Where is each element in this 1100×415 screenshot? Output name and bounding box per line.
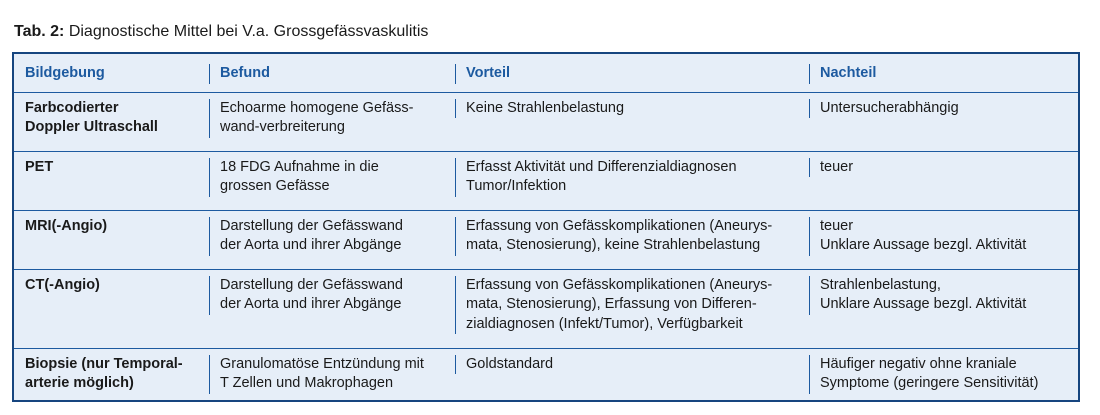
caption-text: Diagnostische Mittel bei V.a. Grossgefässvaskulitis bbox=[64, 23, 429, 40]
cell-nachteil bbox=[809, 92, 1078, 151]
header-nachteil: Nachteil bbox=[809, 54, 1078, 92]
cell-nachteil bbox=[809, 269, 1078, 348]
cell-line: Tumor/Infektion bbox=[466, 178, 567, 194]
cell-line: Häufiger negativ ohne kraniale bbox=[820, 355, 1017, 372]
diagnostics-table-box bbox=[12, 52, 1080, 402]
diagnostics-table bbox=[14, 54, 1078, 407]
cell-line: Doppler Ultraschall bbox=[25, 119, 158, 135]
cell-line: der Aorta und ihrer Abgänge bbox=[220, 296, 402, 312]
cell-line: Untersucherabhängig bbox=[820, 99, 959, 116]
cell-line: Erfassung von Gefässkomplikationen (Aneurys- bbox=[466, 217, 773, 234]
cell-befund bbox=[209, 348, 455, 407]
cell-line: grossen Gefässe bbox=[220, 178, 330, 194]
cell-nachteil bbox=[809, 348, 1078, 407]
cell-vorteil bbox=[455, 269, 809, 348]
cell-line: Strahlenbelastung, bbox=[820, 276, 941, 293]
cell-line: arterie möglich) bbox=[25, 375, 134, 391]
cell-line: T Zellen und Makrophagen bbox=[220, 375, 394, 391]
cell-bildgebung bbox=[14, 269, 209, 348]
cell-befund bbox=[209, 210, 455, 269]
cell-line: Erfassung von Gefässkomplikationen (Aneurys- bbox=[466, 276, 773, 293]
cell-bildgebung bbox=[14, 151, 209, 210]
cell-vorteil bbox=[455, 210, 809, 269]
cell-line: 18 FDG Aufnahme in die bbox=[220, 158, 379, 175]
cell-bildgebung bbox=[14, 92, 209, 151]
table-row bbox=[14, 92, 1078, 151]
cell-line: Symptome (geringere Sensitivität) bbox=[820, 375, 1039, 391]
cell-line: Darstellung der Gefässwand bbox=[220, 276, 403, 293]
cell-befund bbox=[209, 269, 455, 348]
cell-line: wand-verbreiterung bbox=[220, 119, 345, 135]
cell-line: mata, Stenosierung), keine Strahlenbelastung bbox=[466, 237, 761, 253]
table-row bbox=[14, 151, 1078, 210]
cell-line: MRI(-Angio) bbox=[25, 217, 108, 234]
cell-line: Biopsie (nur Temporal- bbox=[25, 355, 183, 372]
cell-nachteil bbox=[809, 210, 1078, 269]
cell-line: zialdiagnosen (Infekt/Tumor), Verfügbarkeit bbox=[466, 315, 743, 332]
cell-line: der Aorta und ihrer Abgänge bbox=[220, 237, 402, 253]
cell-befund bbox=[209, 92, 455, 151]
table-row bbox=[14, 210, 1078, 269]
cell-line: Goldstandard bbox=[466, 355, 554, 372]
cell-line: Darstellung der Gefässwand bbox=[220, 217, 403, 234]
cell-line: PET bbox=[25, 158, 54, 175]
header-vorteil: Vorteil bbox=[455, 54, 809, 92]
cell-vorteil bbox=[455, 348, 809, 407]
cell-line: Keine Strahlenbelastung bbox=[466, 99, 625, 116]
cell-line: Granulomatöse Entzündung mit bbox=[220, 355, 424, 372]
cell-line: mata, Stenosierung), Erfassung von Differen- bbox=[466, 296, 757, 312]
cell-line: Farbcodierter bbox=[25, 99, 119, 116]
table-row bbox=[14, 269, 1078, 348]
table-row bbox=[14, 348, 1078, 407]
cell-line: Echoarme homogene Gefäss- bbox=[220, 99, 414, 116]
cell-line: CT(-Angio) bbox=[25, 276, 100, 293]
cell-line: teuer bbox=[820, 217, 854, 234]
cell-line: teuer bbox=[820, 158, 854, 175]
cell-befund bbox=[209, 151, 455, 210]
cell-nachteil bbox=[809, 151, 1078, 210]
cell-vorteil bbox=[455, 151, 809, 210]
header-befund: Befund bbox=[209, 54, 455, 92]
cell-line: Erfasst Aktivität und Differenzialdiagnosen bbox=[466, 158, 737, 175]
cell-bildgebung bbox=[14, 210, 209, 269]
cell-line: Unklare Aussage bezgl. Aktivität bbox=[820, 296, 1027, 312]
table-header-row bbox=[14, 54, 1078, 92]
cell-vorteil bbox=[455, 92, 809, 151]
caption-label: Tab. 2: bbox=[14, 23, 65, 40]
table-caption bbox=[14, 22, 428, 42]
cell-bildgebung bbox=[14, 348, 209, 407]
header-bildgebung: Bildgebung bbox=[25, 65, 105, 81]
cell-line: Unklare Aussage bezgl. Aktivität bbox=[820, 237, 1027, 253]
